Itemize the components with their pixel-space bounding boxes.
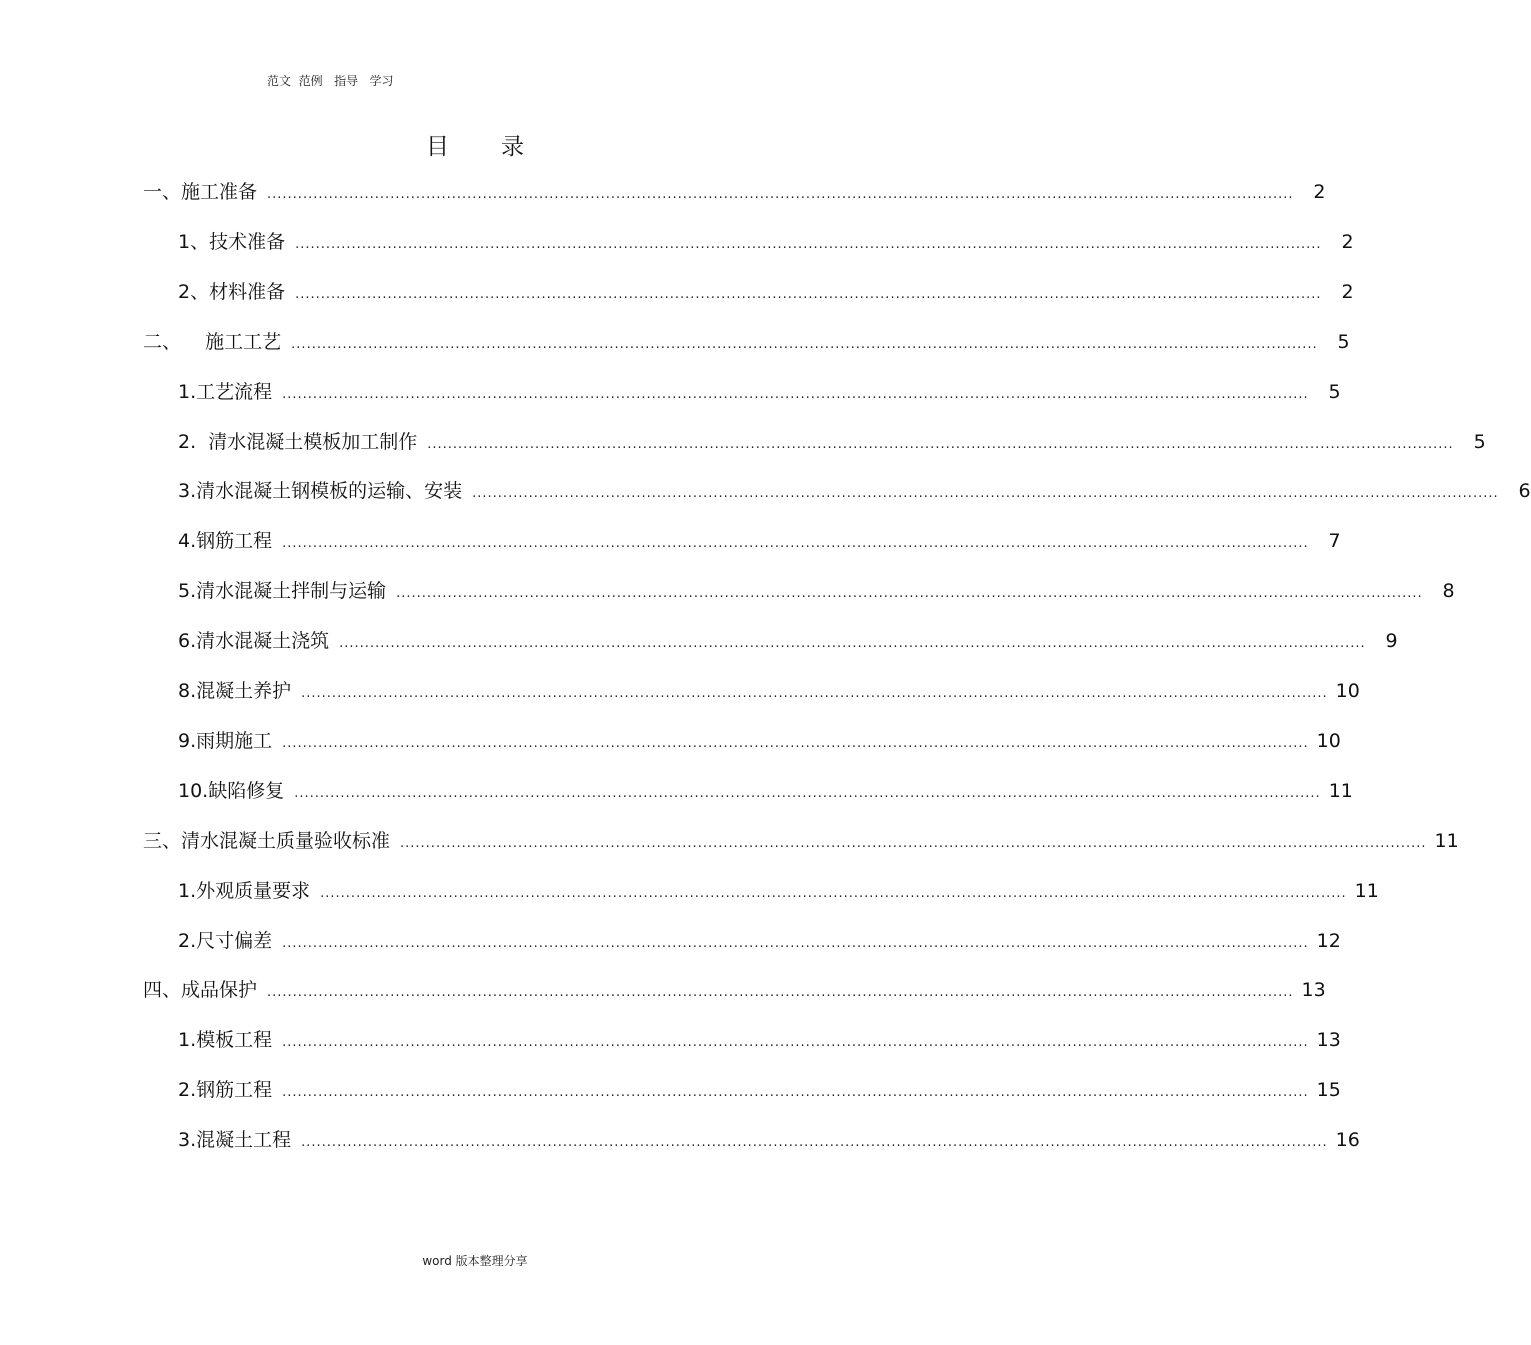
- toc-entry-label: 1、技术准备: [178, 231, 286, 253]
- toc-entry-page-number: 12: [1316, 930, 1341, 952]
- toc-entry-label: 3.混凝土工程: [178, 1129, 292, 1151]
- toc-leader-dots: ........................................................................................................................................................................................................: [339, 636, 1366, 651]
- toc-entry[interactable]: [178, 1025, 1341, 1055]
- toc-leader-dots: ........................................................................................................................................................................................................: [267, 187, 1294, 202]
- toc-entry-label: 一、施工准备: [143, 181, 258, 203]
- toc-entry-page-number: 5: [1337, 331, 1350, 353]
- toc-entry-label: 三、清水混凝土质量验收标准: [143, 830, 391, 852]
- toc-entry-page-number: 13: [1301, 979, 1326, 1001]
- toc-entry[interactable]: [178, 726, 1341, 756]
- toc-entry[interactable]: [143, 826, 1459, 856]
- toc-entry-label: 6.清水混凝土浇筑: [178, 630, 330, 652]
- toc-leader-dots: ........................................................................................................................................................................................................: [472, 486, 1499, 501]
- toc-leader-dots: ........................................................................................................................................................................................................: [282, 1085, 1309, 1100]
- toc-entry-label: 二、 施工工艺: [143, 331, 282, 353]
- toc-leader-dots: ........................................................................................................................................................................................................: [291, 337, 1318, 352]
- toc-entry-label: 10.缺陷修复: [178, 780, 285, 802]
- toc-entry-page-number: 2: [1313, 181, 1326, 203]
- toc-entry[interactable]: [178, 876, 1379, 906]
- toc-entry[interactable]: [178, 1125, 1360, 1155]
- toc-leader-dots: ........................................................................................................................................................................................................: [282, 936, 1309, 951]
- toc-leader-dots: ........................................................................................................................................................................................................: [294, 786, 1321, 801]
- toc-entry-page-number: 13: [1316, 1029, 1341, 1051]
- toc-entry[interactable]: [178, 277, 1354, 307]
- toc-title-right: 录: [501, 134, 524, 160]
- toc-entry[interactable]: [178, 227, 1354, 257]
- toc-entry-page-number: 11: [1354, 880, 1379, 902]
- toc-leader-dots: ........................................................................................................................................................................................................: [282, 536, 1309, 551]
- toc-leader-dots: ........................................................................................................................................................................................................: [427, 437, 1454, 452]
- toc-leader-dots: ........................................................................................................................................................................................................: [295, 237, 1322, 252]
- toc-entry-page-number: 15: [1316, 1079, 1341, 1101]
- toc-entry[interactable]: [178, 526, 1341, 556]
- toc-entry-label: 9.雨期施工: [178, 730, 273, 752]
- header-note: 范文 范例 指导 学习: [267, 74, 394, 88]
- toc-leader-dots: ........................................................................................................................................................................................................: [320, 886, 1347, 901]
- toc-leader-dots: ........................................................................................................................................................................................................: [267, 985, 1294, 1000]
- toc-title: [0, 128, 950, 161]
- toc-leader-dots: ........................................................................................................................................................................................................: [295, 287, 1322, 302]
- toc-entry[interactable]: [178, 776, 1353, 806]
- toc-entry-page-number: 5: [1328, 381, 1341, 403]
- toc-entry-label: 2、材料准备: [178, 281, 286, 303]
- toc-entry-label: 2.尺寸偏差: [178, 930, 273, 952]
- toc-entry-page-number: 6: [1518, 480, 1531, 502]
- toc-entry-label: 1.模板工程: [178, 1029, 273, 1051]
- toc-entry-page-number: 8: [1442, 580, 1455, 602]
- toc-entry[interactable]: [178, 1075, 1341, 1105]
- toc-entry-label: 4.钢筋工程: [178, 530, 273, 552]
- toc-entry-page-number: 2: [1341, 281, 1354, 303]
- toc-entry-page-number: 5: [1473, 431, 1486, 453]
- toc-leader-dots: ........................................................................................................................................................................................................: [301, 1135, 1328, 1150]
- toc-entry[interactable]: [178, 427, 1486, 457]
- toc-entry-page-number: 10: [1335, 680, 1360, 702]
- toc-entry-label: 1.外观质量要求: [178, 880, 311, 902]
- toc-entry-page-number: 9: [1385, 630, 1398, 652]
- toc-entry[interactable]: [178, 576, 1455, 606]
- toc-leader-dots: ........................................................................................................................................................................................................: [400, 836, 1427, 851]
- toc-leader-dots: ........................................................................................................................................................................................................: [282, 387, 1309, 402]
- toc-entry-page-number: 10: [1316, 730, 1341, 752]
- footer-note: word 版本整理分享: [422, 1254, 528, 1268]
- toc-leader-dots: ........................................................................................................................................................................................................: [282, 736, 1309, 751]
- toc-entry-page-number: 7: [1328, 530, 1341, 552]
- toc-entry[interactable]: [178, 926, 1341, 956]
- toc-entry-page-number: 11: [1328, 780, 1353, 802]
- toc-entry-label: 8.混凝土养护: [178, 680, 292, 702]
- toc-entry[interactable]: [143, 177, 1326, 207]
- toc-entry[interactable]: [143, 327, 1350, 357]
- toc-entry[interactable]: [178, 626, 1398, 656]
- toc-entry-label: 2.钢筋工程: [178, 1079, 273, 1101]
- toc-entry-page-number: 11: [1434, 830, 1459, 852]
- toc-leader-dots: ........................................................................................................................................................................................................: [396, 586, 1423, 601]
- toc-entry-label: 1.工艺流程: [178, 381, 273, 403]
- toc-entry-label: 5.清水混凝土拌制与运输: [178, 580, 387, 602]
- toc-entry-page-number: 16: [1335, 1129, 1360, 1151]
- toc-entry-label: 四、成品保护: [143, 979, 258, 1001]
- toc-entry[interactable]: [178, 676, 1360, 706]
- toc-entry-label: 3.清水混凝土钢模板的运输、安装: [178, 480, 463, 502]
- toc-leader-dots: ........................................................................................................................................................................................................: [282, 1035, 1309, 1050]
- toc-entry[interactable]: [178, 377, 1341, 407]
- toc-title-left: 目: [426, 134, 449, 160]
- toc-leader-dots: ........................................................................................................................................................................................................: [301, 686, 1328, 701]
- toc-entry[interactable]: [143, 975, 1326, 1005]
- toc-entry-page-number: 2: [1341, 231, 1354, 253]
- toc-entry-label: 2. 清水混凝土模板加工制作: [178, 431, 418, 453]
- toc-entry[interactable]: [178, 476, 1531, 506]
